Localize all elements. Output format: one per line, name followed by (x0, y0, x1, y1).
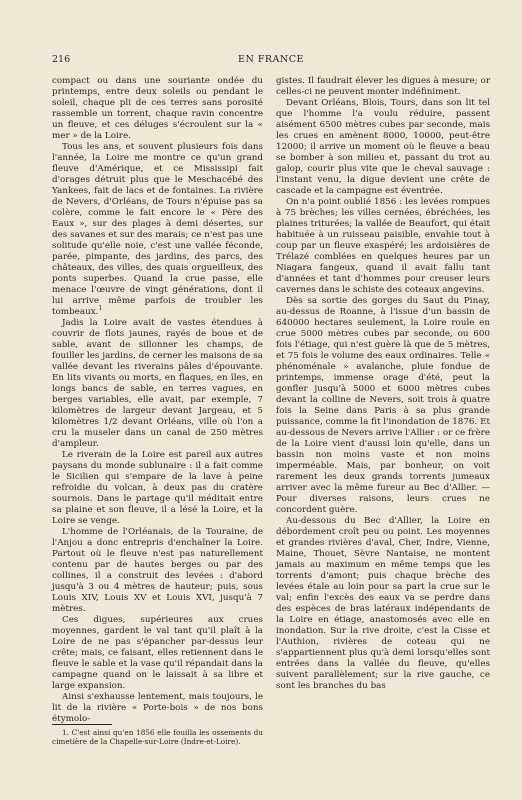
paragraph: Dès sa sortie des gorges du Saut du Pinay, au-dessus de Roanne, à l'issue d'un bassin de 640000 hectares seulement, la Loire roule en crue 5000 mètres cubes par seconde, ou 600 fois l'étiage, qui n'est guère là que de 5 mètres, et 75 fois le volume des eaux ordinaires. Telle « phénoménale » avalanche, pluie fondue de printemps, immense orage d'été, peut la gonfler jusqu'à 5000 et 6000 mètres cubes devant la colline de Nevers, soit trois à quatre fois la Seine dans Paris à sa plus grande puissance, comme la fit l'inondation de 1876. Et au-dessous de Nevers arrive l'Allier : or ce frère de la Loire vient d'aussi loin qu'elle, dans un bassin non moins vaste et non moins imperméable. Mais, par bonheur, on voit rarement les deux grands torrents jumeaux arriver avec la même fureur au Bec d'Allier. — Pour diverses raisons, leurs crues ne concordent guère. (276, 296, 490, 515)
page-header (52, 54, 490, 68)
paragraph-with-footnote (52, 142, 263, 318)
paragraph: Au-dessous du Bec d'Allier, la Loire en débordement croît peu ou point. Les moyennes et grandes rivières d'aval, Cher, Indre, Vienne, Maine, Thouet, Sèvre Nantaise, ne montent jamais au maximum en même temps que les torrents d'amont; puis chaque brèche des levées étale au loin pour sa part la crue sur le val; enfin l'excès des eaux va se perdre dans des espèces de bras latéraux indépendants de la Loire en étiage, anastomosés avec elle en inondation. Sur la rive droite, c'est la Cisse et l'Authion, rivières de coteau qui ne s'appartiennent plus qu'à demi lorsqu'elles sont entrées dans la vallée du fleuve, qu'elles suivent parallèlement; sur la rive gauche, ce sont les branches du bas (276, 516, 490, 691)
left-column (52, 76, 263, 725)
paragraph: Devant Orléans, Blois, Tours, dans son lit tel que l'homme l'a voulu réduire, passent aisément 6500 mètres cubes par seconde, mais les crues en amènent 8000, 10000, peut-être 12000; il arrive un moment où le fleuve a beau se bomber à son milieu et, passant du trot au galop, courir plus vite que le cheval sauvage : l'instant venu, la digue devient une crête de cascade et la campagne est éventrée. (276, 98, 490, 196)
paragraph: L'homme de l'Orléanais, de la Touraine, de l'Anjou a donc entrepris d'enchaîner la Loire. Partout où le fleuve n'est pas naturellement contenu par de hautes berges ou par des collines, il a construit des levées : d'abord jusqu'à 3 ou 4 mètres de hauteur; puis, sous Louis XIV, Louis XV et Louis XVI, jusqu'à 7 mètres. (52, 527, 263, 614)
paragraph: Le riverain de la Loire est pareil aux autres paysans du monde sublunaire : il a fait comme le Sicilien qui s'empare de la lave à peine refroidie du volcan, à deux pas du cratère sournois. Dans le partage qu'il méditait entre sa plaine et son fleuve, il a lésé la Loire, et la Loire se venge. (52, 450, 263, 526)
footnote: 1. C'est ainsi qu'en 1856 elle fouilla les ossements du cimetière de la Chapelle-sur-Loire (Indre-et-Loire). (52, 728, 263, 746)
footnote-rule (52, 724, 112, 725)
footnotes (52, 728, 263, 746)
paragraph-text: Tous les ans, et souvent plusieurs fois dans l'année, la Loire me montre ce qu'un grand fleuve d'Amérique, et ce Mississipi fait d'orages détruit plus que le Meschacébé des Yankees, fait de lacs et de fontaines. La rivière de Nevers, d'Orléans, de Tours n'épuise pas sa colère, comme le fait encore le « Père des Eaux », sur des plages à demi désertes, sur des savanes et sur des marais; ce n'est pas une solitude qu'elle noie, c'est une vallée féconde, parée, pimpante, des jardins, des parcs, des châteaux, des villes, des quais orgueilleux, des ponts superbes. Quand la crue passe, elle menace l'œuvre de vingt générations, dont il lui arrive même parfois de troubler les tombeaux. (52, 142, 263, 317)
footnote-marker: 1 (98, 305, 103, 313)
paragraph: On n'a point oublié 1856 : les levées rompues à 75 brèches; les villes cernées, ébréchées, les plaines triturées; la vallée de Beaufort, qui était habituée à un ruisseau paisible, envahie tout à coup par un fleuve exaspéré; les ardoisières de Trélazé comblées en quelques heures par un Niagara fangeux, quand il avait fallu tant d'années et tant d'hommes pour creuser leurs cavernes dans le schiste des coteaux angevins. (276, 197, 490, 295)
paragraph: compact ou dans une souriante ondée du printemps, entre deux soleils ou pendant le soleil, chaque pli de ces terres sans porosité rassemble un torrent, chaque ravin concentre un fleuve, et ces déluges s'écroulent sur la « mer » de la Loire. (52, 76, 263, 141)
paragraph: Ces digues, supérieures aux crues moyennes, gardent le val tant qu'il plaît à la Loire de ne pas s'épancher par-dessus leur crête; mais, ce faisant, elles retiennent dans le fleuve le sable et la vase qu'il répandait dans la campagne quand on le laissait à sa libre et large expansion. (52, 615, 263, 691)
running-title: EN FRANCE (238, 54, 304, 65)
paragraph: gistes. Il faudrait élever les digues à mesure; or celles-ci ne peuvent monter indéfiniment. (276, 76, 490, 97)
right-column (276, 76, 490, 692)
page-number: 216 (52, 54, 71, 65)
paragraph: Jadis la Loire avait de vastes étendues à couvrir de flots jaunes, rayés de boue et de sable, avant de sillonner les champs, de fouiller les jardins, de cerner les maisons de sa vallée devant les riverains pâles d'épouvante. En lits vivants ou morts, en flaques, en îles, en longs bancs de sable, en terres vagues, en berges variables, elle avait, par exemple, 7 kilomètres de largeur devant Jargeau, et 5 kilomètres 1/2 devant Orléans, ville où l'on a cru la museler dans un canal de 250 mètres d'ampleur. (52, 318, 263, 449)
paragraph: Ainsi s'exhausse lentement, mais toujours, le lit de la rivière « Porte-bois » de nos bons étymolo- (52, 692, 263, 724)
